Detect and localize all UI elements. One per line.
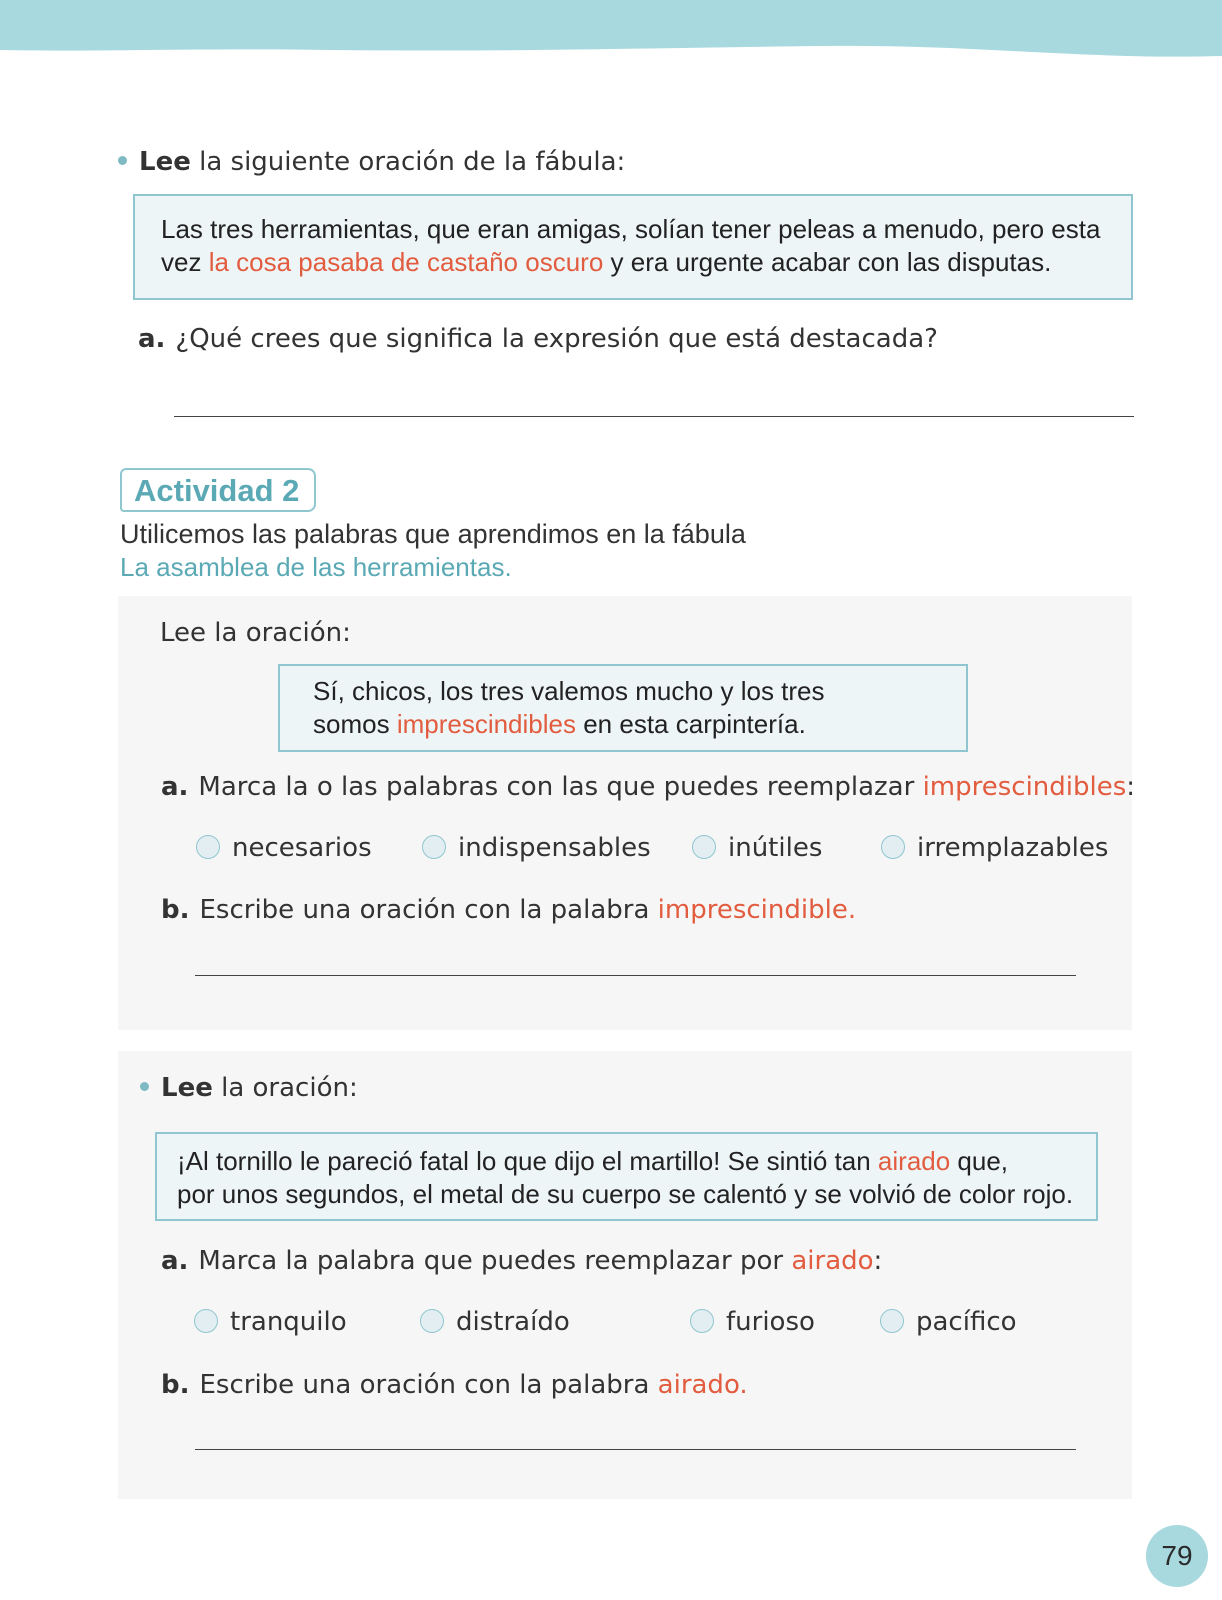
question-colon: :	[1126, 772, 1136, 802]
fable-name: La asamblea de las herramientas.	[120, 552, 512, 582]
panel2-question-b	[161, 1369, 748, 1402]
question-colon: :	[873, 1246, 883, 1276]
answer-line[interactable]	[174, 416, 1134, 417]
question-letter: a.	[138, 324, 166, 354]
option-inutiles[interactable]	[692, 832, 822, 865]
radio-button[interactable]	[420, 1309, 444, 1333]
question-letter: a.	[161, 1246, 189, 1276]
panel1-question-a	[161, 771, 1135, 804]
option-label: pacífico	[916, 1307, 1017, 1337]
radio-button[interactable]	[881, 835, 905, 859]
option-label: necesarios	[232, 833, 372, 863]
radio-button[interactable]	[196, 835, 220, 859]
option-label: indispensables	[458, 833, 651, 863]
quote-text: somos	[313, 709, 397, 739]
instruction-text: la oración:	[212, 1073, 358, 1103]
quote-text: en esta carpintería.	[576, 709, 806, 739]
quote-line-1: Las tres herramientas, que eran amigas, solían tener peleas a menudo, pero esta	[161, 214, 1101, 244]
activity-title: Utilicemos las palabras que aprendimos en la fábula	[120, 519, 746, 549]
radio-button[interactable]	[690, 1309, 714, 1333]
option-irremplazables[interactable]	[881, 832, 1108, 865]
quote-text: ¡Al tornillo le pareció fatal lo que dijo el martillo! Se sintió tan	[177, 1146, 878, 1176]
question-letter: b.	[161, 895, 190, 925]
highlighted-word: airado	[791, 1246, 874, 1276]
question-letter: b.	[161, 1370, 190, 1400]
panel2-instruction	[140, 1072, 358, 1105]
page-number: 79	[1146, 1525, 1208, 1587]
radio-button[interactable]	[422, 835, 446, 859]
panel2-question-a	[161, 1245, 882, 1278]
panel1-quote-box	[278, 664, 968, 752]
activity-tab: Actividad 2	[120, 468, 316, 512]
question-a	[138, 323, 938, 356]
quote-text: y era urgente acabar con las disputas.	[603, 247, 1052, 277]
quote-line-2	[161, 246, 1131, 279]
panel2-quote-box	[155, 1132, 1098, 1221]
option-distraido[interactable]	[420, 1306, 570, 1339]
option-label: distraído	[456, 1307, 570, 1337]
quote-text: que,	[950, 1146, 1009, 1176]
option-label: furioso	[726, 1307, 815, 1337]
question-letter: a.	[161, 772, 189, 802]
answer-line[interactable]	[195, 1449, 1076, 1450]
exercise-panel-1	[118, 596, 1132, 1030]
question-text: ¿Qué crees que significa la expresión que está destacada?	[175, 324, 938, 354]
option-furioso[interactable]	[690, 1306, 815, 1339]
radio-button[interactable]	[692, 835, 716, 859]
highlighted-word: imprescindible.	[657, 895, 857, 925]
answer-line[interactable]	[195, 975, 1076, 976]
question-text: Escribe una oración con la palabra	[199, 1370, 658, 1400]
quote-line-1: Sí, chicos, los tres valemos mucho y los tres	[313, 676, 825, 706]
quote-text: vez	[161, 247, 209, 277]
highlighted-expression: la cosa pasaba de castaño oscuro	[208, 247, 604, 277]
instruction-verb: Lee	[139, 147, 191, 177]
question-text: Marca la o las palabras con las que puedes reemplazar	[198, 772, 923, 802]
question-text: Marca la palabra que puedes reemplazar por	[198, 1246, 792, 1276]
top-wave-band	[0, 0, 1222, 62]
option-label: irremplazables	[917, 833, 1109, 863]
highlighted-word: airado	[877, 1146, 951, 1176]
radio-button[interactable]	[880, 1309, 904, 1333]
fable-quote-box	[133, 194, 1133, 300]
highlighted-word: airado.	[657, 1370, 748, 1400]
highlighted-word: imprescindibles	[922, 772, 1127, 802]
option-tranquilo[interactable]	[194, 1306, 347, 1339]
quote-line-2	[313, 708, 966, 741]
intro-instruction	[118, 146, 625, 179]
panel1-question-b	[161, 894, 856, 927]
bullet-dot-icon	[118, 156, 127, 165]
instruction-verb: Lee	[161, 1073, 213, 1103]
option-necesarios[interactable]	[196, 832, 372, 865]
quote-line-1	[177, 1145, 1096, 1178]
option-label: inútiles	[728, 833, 823, 863]
radio-button[interactable]	[194, 1309, 218, 1333]
question-text: Escribe una oración con la palabra	[199, 895, 658, 925]
option-pacifico[interactable]	[880, 1306, 1017, 1339]
highlighted-word: imprescindibles	[396, 709, 576, 739]
quote-line-2: por unos segundos, el metal de su cuerpo se calentó y se volvió de color rojo.	[177, 1179, 1074, 1209]
option-indispensables[interactable]	[422, 832, 651, 865]
option-label: tranquilo	[230, 1307, 347, 1337]
instruction-text: la siguiente oración de la fábula:	[190, 147, 626, 177]
bullet-dot-icon	[140, 1082, 149, 1091]
panel1-instruction: Lee la oración:	[160, 618, 351, 648]
